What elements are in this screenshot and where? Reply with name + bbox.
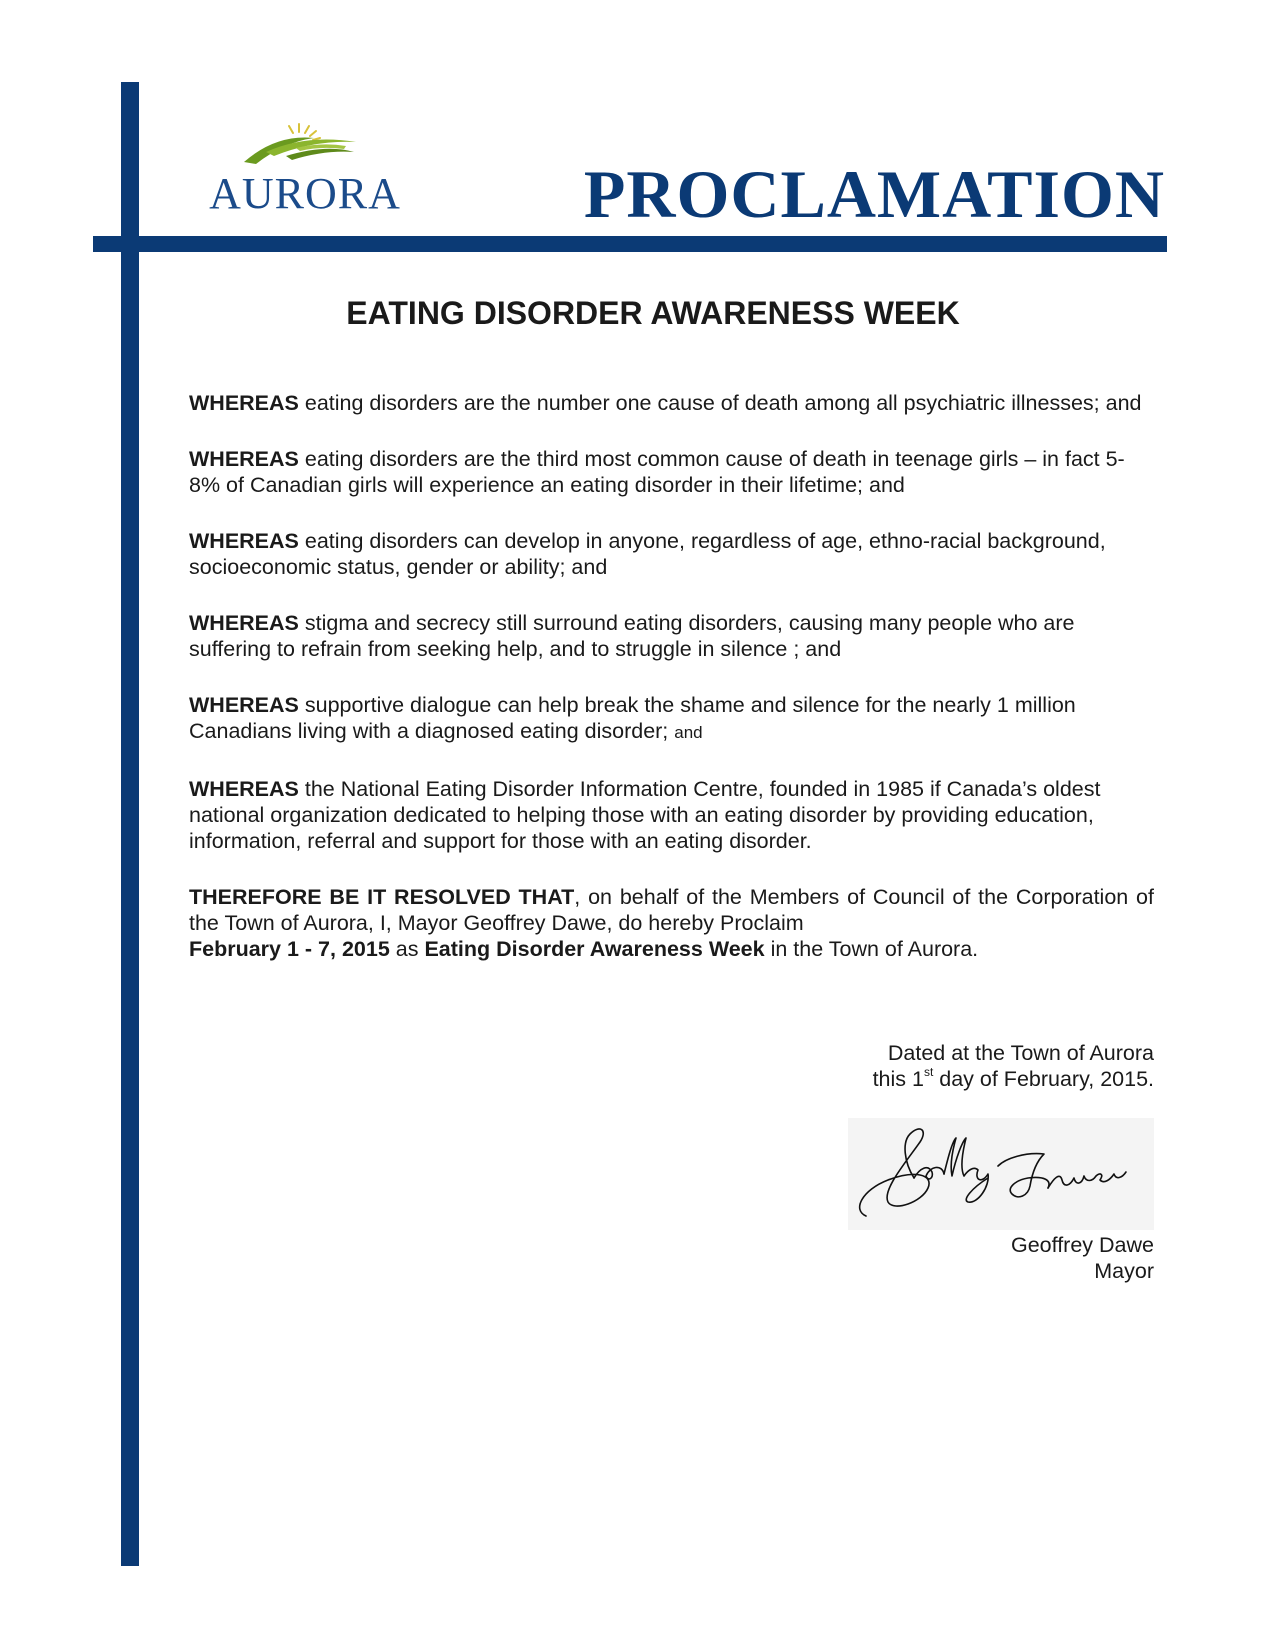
whereas-label: WHEREAS — [189, 611, 299, 635]
whereas-text: eating disorders are the third most common cause of death in teenage girls – in fact 5-8% of Canadian girls will experience an eating disorder in their lifetime; and — [189, 447, 1125, 497]
whereas-tail: and — [674, 723, 703, 742]
signature-image — [848, 1118, 1154, 1230]
dated-line-2 — [873, 1066, 1154, 1092]
whereas-text: the National Eating Disorder Information Centre, founded in 1985 if Canada’s oldest national organization dedicated to helping those with an eating disorder by providing education, information, referral and support for those with an eating disorder. — [189, 777, 1101, 853]
whereas-paragraph — [189, 776, 1154, 854]
dated-month-year: day of February, 2015. — [933, 1067, 1154, 1091]
whereas-text: eating disorders can develop in anyone, regardless of age, ethno-racial background, socioeconomic status, gender or ability; and — [189, 529, 1106, 579]
whereas-text: supportive dialogue can help break the shame and silence for the nearly 1 million Canadians living with a diagnosed eating disorder; — [189, 693, 1076, 743]
proclamation-heading: PROCLAMATION — [583, 156, 1165, 232]
signer-role: Mayor — [1094, 1259, 1154, 1283]
signer-name: Geoffrey Dawe — [1010, 1233, 1154, 1257]
aurora-logo — [196, 122, 414, 222]
dated-line-1: Dated at the Town of Aurora — [887, 1041, 1154, 1065]
whereas-label: WHEREAS — [189, 777, 299, 801]
whereas-paragraph — [189, 446, 1154, 498]
dated-day-text: this 1 — [872, 1067, 924, 1091]
signer-block — [1011, 1232, 1154, 1284]
document-title: EATING DISORDER AWARENESS WEEK — [346, 295, 960, 331]
event-name: Eating Disorder Awareness Week — [424, 937, 765, 961]
dated-block — [873, 1040, 1154, 1092]
resolution-connector: as — [389, 937, 425, 961]
left-border-bar — [121, 82, 139, 1566]
resolution-text: , on behalf of the Members of Council of the Corporation of the Town of Aurora, I, Mayor Geoffrey Dawe, do hereby Proclaim — [189, 885, 1154, 935]
whereas-paragraph — [189, 390, 1154, 416]
whereas-text: eating disorders are the number one cause of death among all psychiatric illnesses; and — [298, 391, 1142, 415]
whereas-paragraph — [189, 610, 1154, 662]
whereas-label: WHEREAS — [189, 391, 299, 415]
proclamation-body — [189, 390, 1154, 992]
whereas-label: WHEREAS — [189, 447, 299, 471]
signature-graphic — [848, 1118, 1154, 1230]
resolution-label: THEREFORE BE IT RESOLVED THAT — [189, 885, 575, 909]
whereas-label: WHEREAS — [189, 693, 299, 717]
resolution-paragraph — [189, 884, 1154, 962]
dated-ordinal: st — [923, 1065, 934, 1079]
resolution-closing: in the Town of Aurora. — [764, 937, 979, 961]
whereas-label: WHEREAS — [189, 529, 299, 553]
whereas-paragraph — [189, 692, 1154, 746]
logo-wordmark: AURORA — [209, 169, 401, 218]
whereas-text: stigma and secrecy still surround eating disorders, causing many people who are suffering to refrain from seeking help, and to struggle in silence ; and — [189, 611, 1075, 661]
proclaimed-dates: February 1 - 7, 2015 — [189, 937, 390, 961]
header-rule — [93, 236, 1167, 252]
whereas-paragraph — [189, 528, 1154, 580]
